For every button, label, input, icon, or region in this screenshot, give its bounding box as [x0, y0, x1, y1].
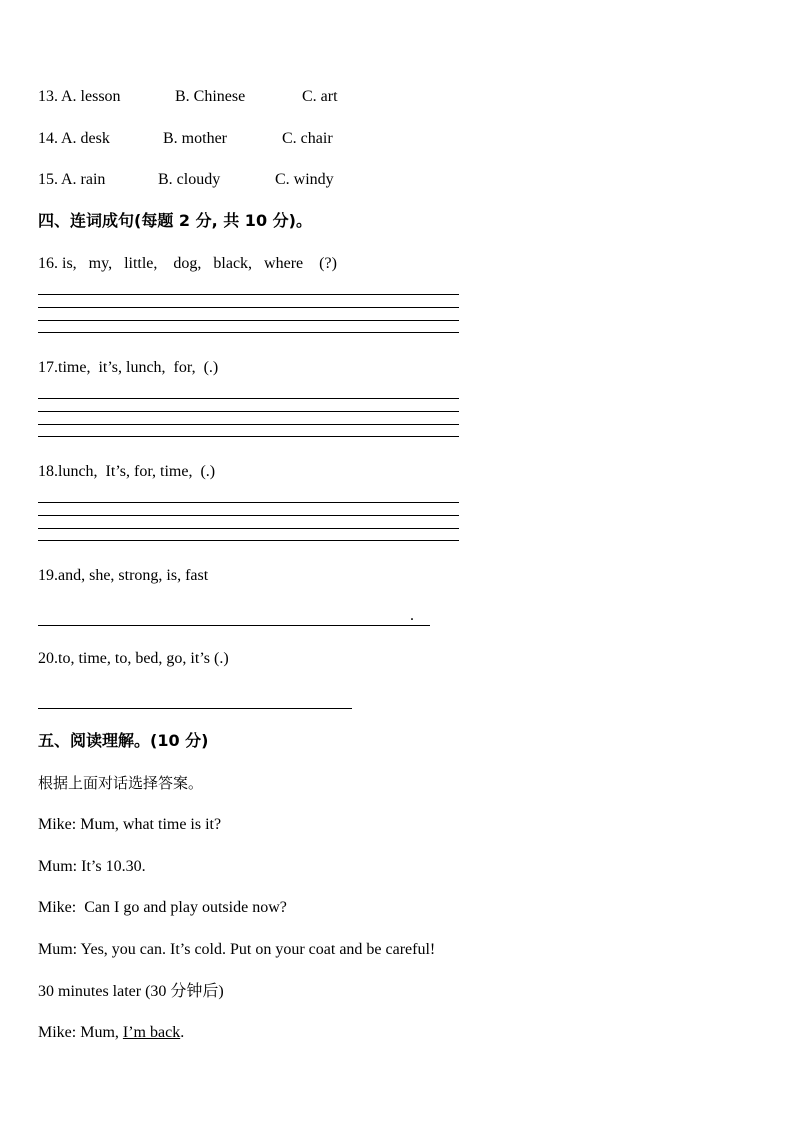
question-17: 17.time, it’s, lunch, for, (.)	[38, 359, 219, 376]
dialogue-prefix: Mike: Mum,	[38, 1024, 123, 1041]
option-b: B. mother	[163, 130, 227, 147]
answer-rule	[38, 332, 459, 333]
answer-rule	[38, 528, 459, 529]
choice-number: 14.	[38, 130, 58, 147]
option-c: C. chair	[282, 130, 333, 147]
sentence-period: .	[410, 607, 414, 624]
choice-number: 15.	[38, 171, 58, 188]
option-a: A. rain	[61, 171, 106, 188]
dialogue-suffix: .	[180, 1024, 185, 1041]
dialogue-line: Mum: It’s 10.30.	[38, 858, 146, 875]
answer-rule	[38, 411, 459, 412]
option-b: B. Chinese	[175, 88, 246, 105]
question-20: 20.to, time, to, bed, go, it’s (.)	[38, 650, 229, 667]
option-c: C. windy	[275, 171, 334, 188]
answer-rule	[38, 307, 459, 308]
answer-rule	[38, 436, 459, 437]
question-18: 18.lunch, It’s, for, time, (.)	[38, 463, 216, 480]
option-a: A. desk	[61, 130, 110, 147]
dialogue-line	[38, 1023, 184, 1043]
question-16: 16. is, my, little, dog, black, where (?)	[38, 255, 337, 272]
answer-rule[interactable]	[38, 708, 352, 709]
answer-rule	[38, 320, 459, 321]
dialogue-line: 30 minutes later (30 分钟后)	[38, 983, 224, 1000]
answer-rule	[38, 515, 459, 516]
answer-rule	[38, 398, 459, 399]
option-a: A. lesson	[61, 88, 121, 105]
underlined-phrase: I’m back	[122, 1024, 181, 1041]
question-19: 19.and, she, strong, is, fast	[38, 567, 209, 584]
instruction-text: 根据上面对话选择答案。	[38, 774, 204, 792]
option-c: C. art	[302, 88, 338, 105]
answer-rule	[38, 502, 459, 503]
option-b: B. cloudy	[158, 171, 221, 188]
answer-rule	[38, 424, 459, 425]
dialogue-line: Mum: Yes, you can. It’s cold. Put on your coat and be careful!	[38, 941, 436, 958]
answer-rule	[38, 540, 459, 541]
answer-rule	[38, 294, 459, 295]
dialogue-line: Mike: Can I go and play outside now?	[38, 899, 287, 916]
section-heading: 五、阅读理解。(10 分)	[38, 731, 209, 750]
answer-rule[interactable]	[38, 625, 430, 626]
choice-number: 13.	[38, 88, 58, 105]
dialogue-line: Mike: Mum, what time is it?	[38, 816, 222, 833]
section-heading: 四、连词成句(每题 2 分, 共 10 分)。	[38, 211, 312, 230]
